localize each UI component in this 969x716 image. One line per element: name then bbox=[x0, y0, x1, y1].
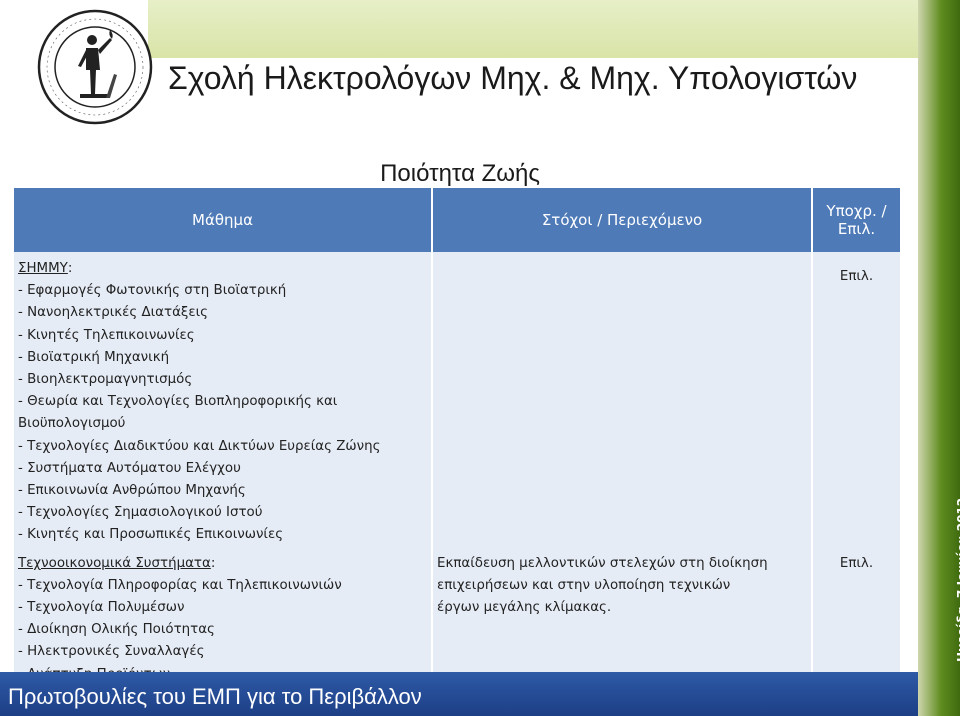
course-list-cell bbox=[14, 551, 432, 690]
side-date-label: Ημερίδα, 7 Ιουνίου 2012 bbox=[955, 497, 969, 662]
course-item: - Διοίκηση Ολικής Ποιότητας bbox=[18, 622, 215, 638]
course-item: - Επικοινωνία Ανθρώπου Μηχανής bbox=[18, 483, 246, 499]
course-item: - Θεωρία και Τεχνολογίες Βιοπληροφορικής και bbox=[18, 394, 338, 410]
category-name: Τεχνοοικονομικά Συστήματα bbox=[18, 555, 211, 571]
course-item: - Τεχνολογίες Διαδικτύου και Δικτύων Ευρείας Ζώνης bbox=[18, 438, 381, 454]
course-item: - Τεχνολογίες Σημασιολογικού Ιστού bbox=[18, 505, 263, 521]
category-colon: : bbox=[67, 261, 73, 276]
goals-cell bbox=[432, 551, 812, 690]
prometheus-seal-icon bbox=[36, 8, 154, 126]
course-item: - Συστήματα Αυτόματου Ελέγχου bbox=[18, 460, 241, 476]
goals-line: Εκπαίδευση μελλοντικών στελεχών στη διοίκηση bbox=[437, 555, 768, 571]
course-item: - Τεχνολογία Πληροφορίας και Τηλεπικοινωνιών bbox=[18, 577, 342, 593]
course-item: - Εφαρμογές Φωτονικής στη Βιοϊατρική bbox=[18, 283, 287, 299]
course-item: - Βιοηλεκτρομαγνητισμός bbox=[18, 372, 193, 388]
top-decor-band bbox=[148, 0, 932, 58]
course-item: - Βιοϊατρική Μηχανική bbox=[18, 349, 170, 365]
course-item: - Κινητές και Προσωπικές Επικοινωνίες bbox=[18, 527, 284, 543]
column-header-type: Υποχρ. /Επιλ. bbox=[812, 188, 900, 252]
course-item: - Ηλεκτρονικές Συναλλαγές bbox=[18, 644, 205, 660]
course-item: - Τεχνολογία Πολυμέσων bbox=[18, 600, 185, 616]
column-header-goals: Στόχοι / Περιεχόμενο bbox=[432, 188, 812, 252]
table-row bbox=[14, 252, 900, 551]
goals-cell bbox=[432, 252, 812, 551]
course-list-cell bbox=[14, 252, 432, 551]
page-title: Σχολή Ηλεκτρολόγων Μηχ. & Μηχ. Υπολογιστών bbox=[168, 60, 858, 96]
category-heading bbox=[18, 553, 427, 575]
category-name: ΣΗΜΜΥ bbox=[18, 261, 68, 276]
course-item: Βιοϋπολογισμού bbox=[18, 416, 126, 432]
category-colon: : bbox=[210, 555, 216, 571]
side-decor-band bbox=[918, 0, 960, 716]
table-row bbox=[14, 551, 900, 690]
course-item: - Κινητές Τηλεπικοινωνίες bbox=[18, 327, 195, 343]
goals-line: έργων μεγάλης κλίμακας. bbox=[437, 600, 612, 616]
goals-line: επιχειρήσεων και στην υλοποίηση τεχνικών bbox=[437, 577, 731, 593]
section-subtitle: Ποιότητα Ζωής bbox=[380, 160, 540, 187]
column-header-course: Μάθημα bbox=[14, 188, 432, 252]
type-cell: Επιλ. bbox=[812, 551, 900, 690]
ntua-logo bbox=[36, 8, 154, 126]
course-item: - Νανοηλεκτρικές Διατάξεις bbox=[18, 305, 208, 321]
footer-title: Πρωτοβουλίες του ΕΜΠ για το Περιβάλλον bbox=[8, 684, 422, 709]
category-heading bbox=[18, 258, 427, 280]
table-header-row bbox=[14, 188, 900, 252]
courses-table bbox=[14, 188, 900, 690]
type-cell: Επιλ. bbox=[812, 252, 900, 551]
